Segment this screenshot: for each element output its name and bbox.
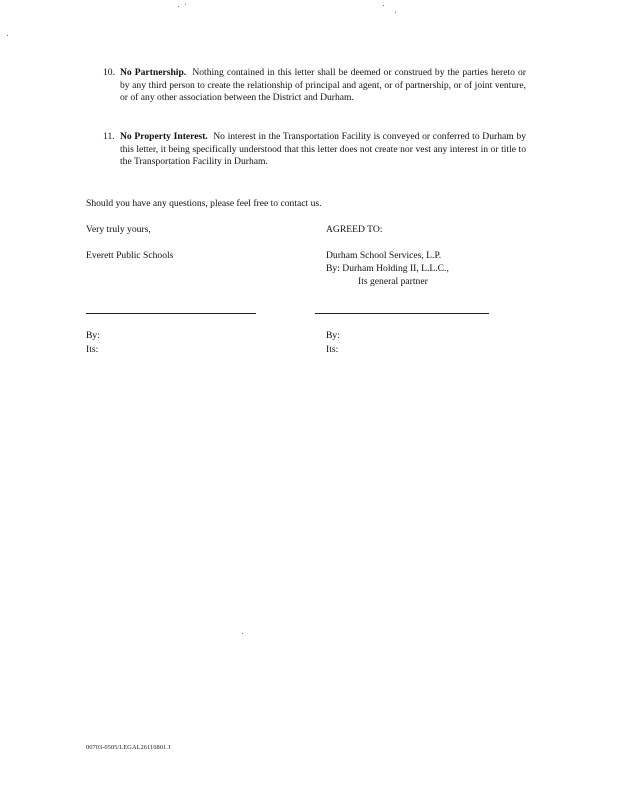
scan-speck	[178, 6, 179, 7]
recipient-holding: By: Durham Holding II, L.L.C.,	[326, 263, 449, 274]
paragraph-heading: No Partnership.	[120, 67, 187, 78]
paragraph-no-property-interest	[103, 131, 526, 169]
scan-speck	[395, 12, 396, 13]
paragraph-body	[120, 67, 526, 105]
scan-speck	[7, 35, 8, 36]
recipient-organization: Durham School Services, L.P.	[326, 250, 442, 261]
document-footer-id: 00703-0505/LEGAL26110801.1	[86, 744, 172, 751]
scan-speck	[185, 4, 186, 5]
signature-line-left	[86, 313, 256, 314]
closing-text: Should you have any questions, please feel free to contact us.	[86, 198, 322, 209]
scan-speck	[242, 633, 243, 634]
by-label-left: By:	[86, 330, 100, 341]
paragraph-number: 10.	[103, 67, 115, 78]
scan-speck	[383, 5, 384, 6]
agreed-to-heading: AGREED TO:	[326, 224, 383, 235]
paragraph-body	[120, 131, 526, 169]
sender-organization: Everett Public Schools	[86, 250, 174, 261]
paragraph-text: Nothing contained in this letter shall be deemed or construed by the parties hereto or by any third person to create the relationship of principal and agent, or of partnership, or of joint venture, or of any other association between the District and Durham.	[120, 67, 526, 104]
paragraph-heading: No Property Interest.	[120, 131, 208, 142]
its-label-right: Its:	[326, 344, 339, 355]
paragraph-number: 11.	[103, 131, 115, 142]
signature-line-right	[315, 313, 489, 314]
paragraph-no-partnership	[103, 67, 526, 105]
salutation: Very truly yours,	[86, 224, 151, 235]
its-label-left: Its:	[86, 344, 99, 355]
recipient-role: Its general partner	[358, 276, 428, 287]
by-label-right: By:	[326, 330, 340, 341]
paragraph-text: No interest in the Transportation Facility is conveyed or conferred to Durham by this letter, it being specifically understood that this letter does not create nor vest any interest in or title to the Transportation Facility in Durham.	[120, 131, 526, 168]
